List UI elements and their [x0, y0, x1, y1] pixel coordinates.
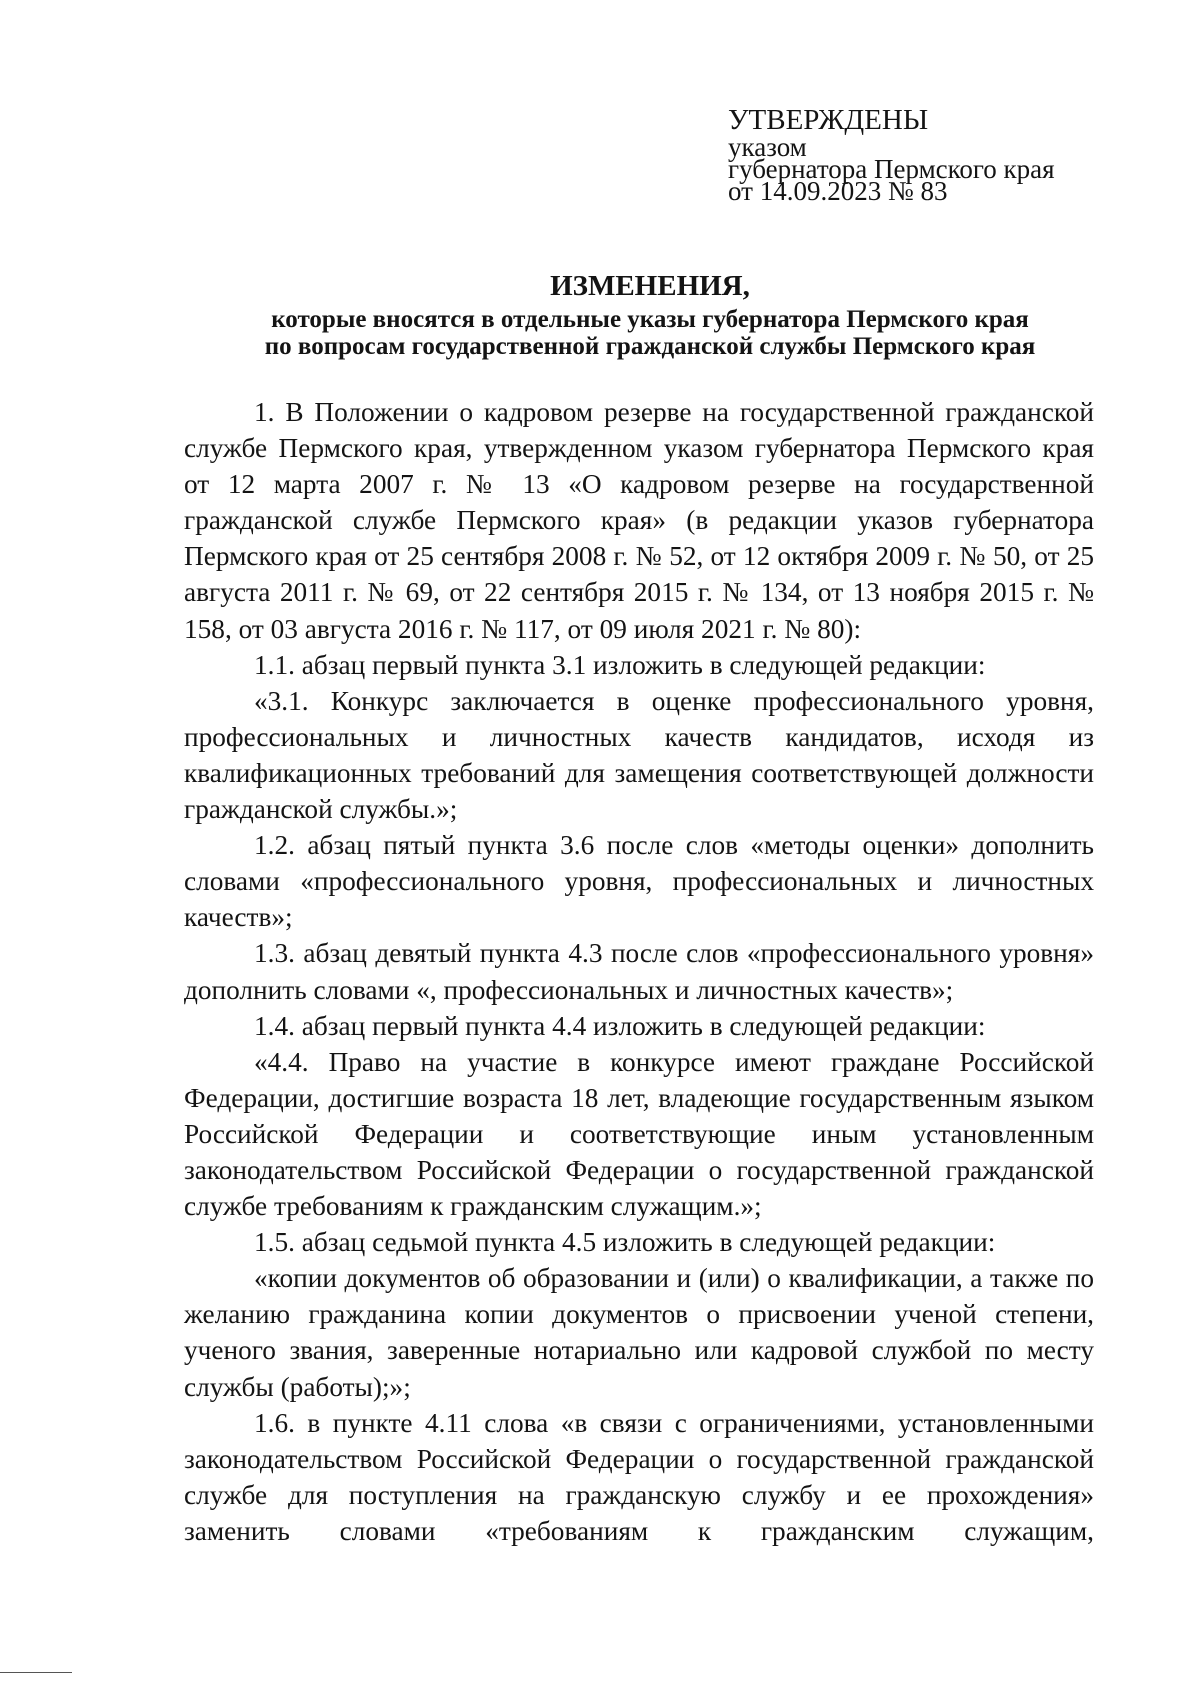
- approval-title: УТВЕРЖДЕНЫ: [728, 104, 929, 136]
- approval-line-governor: губернатора Пермского края: [728, 154, 1055, 184]
- document-subtitle-line-1: которые вносятся в отдельные указы губернатора Пермского края: [271, 306, 1029, 333]
- page-edge-rule: [0, 1672, 72, 1673]
- document-title: ИЗМЕНЕНИЯ,: [550, 270, 750, 302]
- paragraph-1: 1. В Положении о кадровом резерве на государственной гражданской службе Пермского края, утвержденном указом губернатора Пермского края от 12 марта 2007 г. № 13 «О кадровом резерве на государственной гражданской службе Пермского края» (в редакции указов губернатора Пермского края от 25 сентября 2008 г. № 52, от 12 октября 2009 г. № 50, от 25 августа 2011 г. № 69, от 22 сентября 2015 г. № 134, от 13 ноября 2015 г. № 158, от 03 августа 2016 г. № 117, от 09 июля 2021 г. № 80):: [184, 397, 1094, 644]
- document-subtitle-line-2: по вопросам государственной гражданской службы Пермского края: [264, 333, 1036, 360]
- paragraph-quote-copies: «копии документов об образовании и (или) о квалификации, а также по желанию гражданина копии документов о присвоении ученой степени, ученого звания, заверенные нотариально или кадровой службой по месту службы (работы);»;: [184, 1263, 1094, 1402]
- paragraph-1-1: 1.1. абзац первый пункта 3.1 изложить в следующей редакции:: [254, 649, 986, 680]
- paragraph-quote-4-4: «4.4. Право на участие в конкурсе имеют граждане Российской Федерации, достигшие возраста 18 лет, владеющие государственным языком Российской Федерации и соответствующие иным установленным законодательством Российской Федерации о государственной гражданской службе требованиям к гражданским служащим.»;: [184, 1046, 1094, 1222]
- approval-line-decree: указом: [728, 132, 807, 162]
- paragraph-1-5: 1.5. абзац седьмой пункта 4.5 изложить в следующей редакции:: [254, 1227, 996, 1258]
- approval-stamp-block: [728, 104, 1108, 206]
- paragraph-1-2: 1.2. абзац пятый пункта 3.6 после слов «методы оценки» дополнить словами «профессионального уровня, профессиональных и личностных качеств»;: [184, 830, 1094, 933]
- paragraph-1-3: 1.3. абзац девятый пункта 4.3 после слов «профессионального уровня» дополнить словами «, профессиональных и личностных качеств»;: [184, 938, 1094, 1005]
- document-body: [184, 394, 1094, 1549]
- approval-line-date-number: от 14.09.2023 № 83: [728, 176, 948, 206]
- paragraph-1-6: 1.6. в пункте 4.11 слова «в связи с ограничениями, установленными законодательством Российской Федерации о государственной гражданской службе для поступления на гражданскую службу и ее прохождения» заменить словами «требованиям к гражданским служащим,: [184, 1407, 1094, 1546]
- paragraph-quote-3-1: «3.1. Конкурс заключается в оценке профессионального уровня, профессиональных и личностных качеств кандидатов, исходя из квалификационных требований для замещения соответствующей должности гражданской службы.»;: [184, 685, 1094, 825]
- document-subtitle: [120, 306, 1180, 360]
- paragraph-1-4: 1.4. абзац первый пункта 4.4 изложить в следующей редакции:: [254, 1010, 986, 1041]
